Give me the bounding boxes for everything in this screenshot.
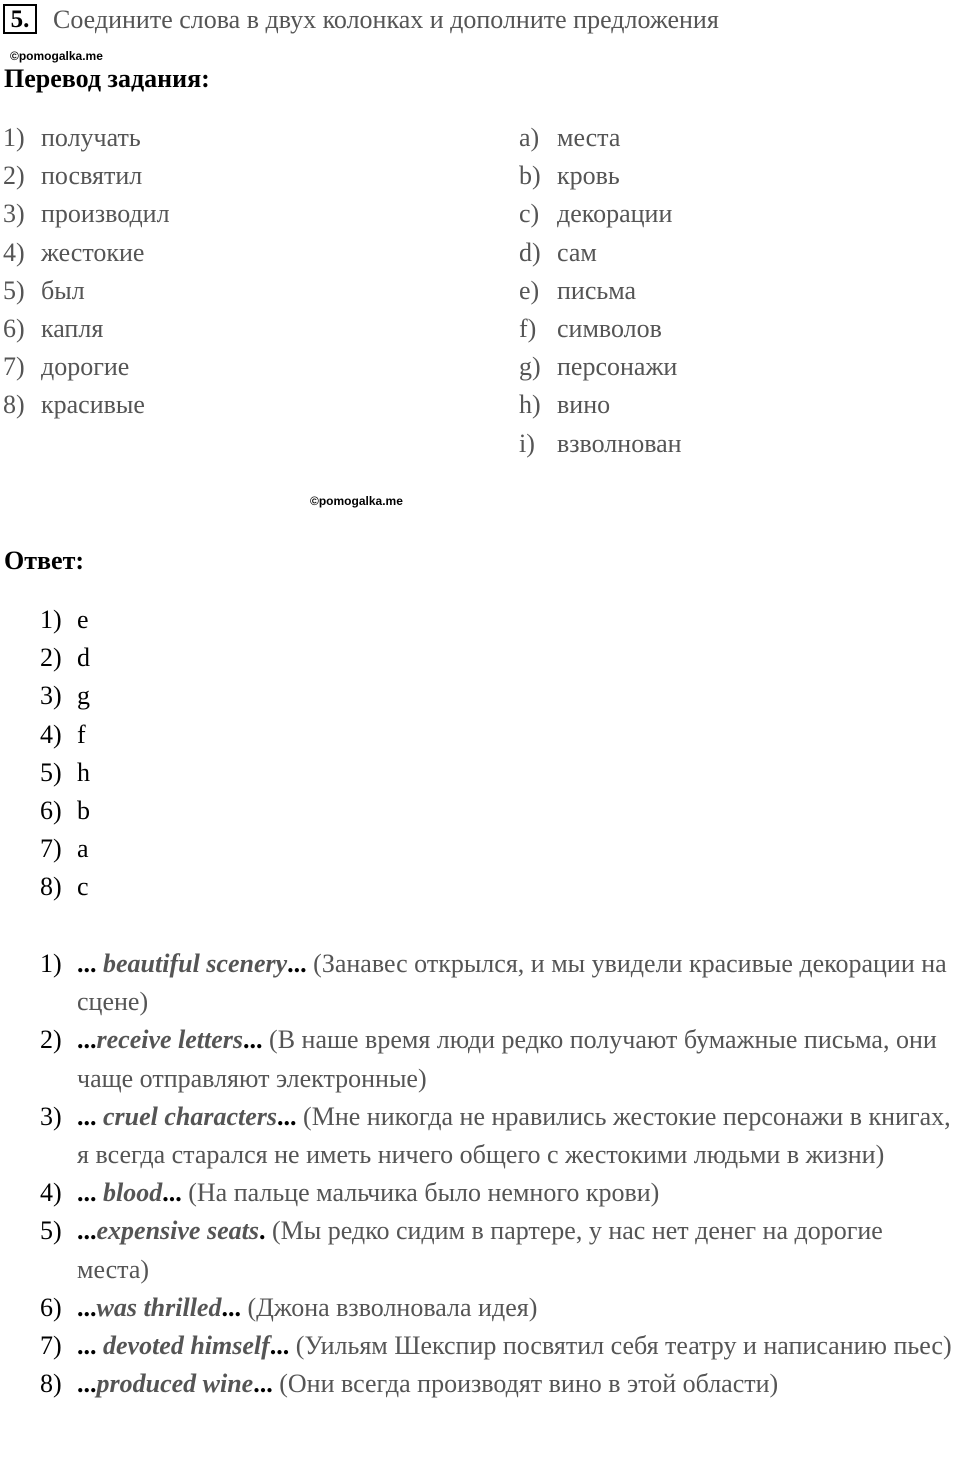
right-item-key: g) bbox=[519, 352, 541, 382]
left-item-key: 8) bbox=[3, 390, 25, 420]
left-item-word: был bbox=[41, 275, 85, 305]
left-item-key: 3) bbox=[3, 199, 25, 229]
answer-value: a bbox=[77, 834, 89, 864]
answer-value: d bbox=[77, 643, 90, 673]
sentence-phrase: blood bbox=[103, 1178, 163, 1208]
left-item bbox=[3, 234, 483, 272]
left-item-word: дорогие bbox=[41, 352, 130, 382]
right-item-key: h) bbox=[519, 390, 541, 420]
sentence-phrase: beautiful scenery bbox=[103, 949, 288, 978]
answer-heading: Ответ: bbox=[4, 546, 85, 575]
answer-value: h bbox=[77, 757, 90, 787]
right-item bbox=[519, 425, 949, 463]
right-item-word: письма bbox=[557, 275, 637, 305]
answer-key: 4) bbox=[40, 719, 62, 749]
right-item-key: e) bbox=[519, 275, 540, 305]
right-item-key: a) bbox=[519, 123, 540, 152]
sentence-item bbox=[40, 1327, 960, 1365]
right-item bbox=[519, 272, 949, 310]
ellipsis-after: ... bbox=[287, 949, 307, 978]
right-item-word: декорации bbox=[557, 199, 673, 229]
right-item-key: c) bbox=[519, 199, 540, 229]
sentence-translation: (Они всегда производят вино в этой области) bbox=[272, 1369, 779, 1399]
right-item-key: d) bbox=[519, 237, 541, 267]
answer-value: c bbox=[77, 872, 89, 902]
right-item-word: сам bbox=[557, 237, 597, 267]
sentence-key: 7) bbox=[40, 1331, 62, 1361]
answer-item bbox=[40, 792, 90, 830]
sentence-translation: (Занавес открылся, и мы увидели красивые декорации на сцене) bbox=[77, 949, 947, 1017]
sentence-translation: (Уильям Шекспир посвятил себя театру и написанию пьес) bbox=[289, 1331, 952, 1361]
right-item-key: i) bbox=[519, 428, 535, 458]
left-item-word: посвятил bbox=[41, 161, 143, 191]
answer-key: 2) bbox=[40, 643, 62, 673]
left-item-key: 2) bbox=[3, 161, 25, 191]
right-item-word: кровь bbox=[557, 161, 620, 191]
sentence-phrase: expensive seats bbox=[96, 1216, 259, 1246]
ellipsis-after: . bbox=[258, 1216, 266, 1246]
left-item bbox=[3, 195, 483, 233]
answer-key: 3) bbox=[40, 681, 62, 711]
sentence-translation: (На пальце мальчика было немного крови) bbox=[181, 1178, 660, 1208]
task-number-box: 5. bbox=[3, 4, 37, 34]
answer-key: 8) bbox=[40, 872, 62, 902]
sentence-key: 1) bbox=[40, 949, 62, 978]
sentence-translation: (Мне никогда не нравились жестокие персонажи в книгах, я всегда старался не иметь ничего общего с жестокими людьми в жизни) bbox=[77, 1101, 951, 1170]
sentence-translation: (Мы редко сидим в партере, у нас нет денег на дорогие места) bbox=[77, 1216, 883, 1284]
right-item bbox=[519, 386, 949, 424]
sentence-key: 3) bbox=[40, 1101, 62, 1131]
answer-item bbox=[40, 677, 90, 715]
answer-key: 5) bbox=[40, 757, 62, 787]
answer-item bbox=[40, 830, 90, 868]
ellipsis-before: ... bbox=[77, 1216, 97, 1246]
task-instruction: Соедините слова в двух колонках и дополните предложения bbox=[53, 5, 719, 34]
left-item-word: капля bbox=[41, 313, 104, 343]
right-item bbox=[519, 234, 949, 272]
sentence-item bbox=[40, 1174, 960, 1212]
answer-value: f bbox=[77, 719, 86, 749]
sentence-key: 4) bbox=[40, 1178, 62, 1208]
left-item bbox=[3, 272, 483, 310]
task-header bbox=[3, 2, 943, 36]
left-item-key: 7) bbox=[3, 352, 25, 382]
left-item-key: 1) bbox=[3, 123, 25, 152]
left-item-word: красивые bbox=[41, 390, 145, 420]
ellipsis-before: ... bbox=[77, 949, 103, 978]
left-item bbox=[3, 119, 483, 157]
right-item bbox=[519, 157, 949, 195]
left-word-column bbox=[3, 119, 483, 425]
left-item-key: 4) bbox=[3, 237, 25, 267]
sentence-phrase: was thrilled bbox=[96, 1292, 222, 1322]
left-item-word: получать bbox=[41, 123, 141, 152]
left-item bbox=[3, 310, 483, 348]
right-item-word: персонажи bbox=[557, 352, 678, 382]
answer-key: 1) bbox=[40, 605, 62, 634]
sentence-phrase: devoted himself bbox=[103, 1331, 270, 1361]
sentence-phrase: receive letters bbox=[96, 1025, 244, 1055]
sentence-phrase: produced wine bbox=[96, 1369, 254, 1399]
ellipsis-before: ... bbox=[77, 1369, 97, 1399]
left-item bbox=[3, 386, 483, 424]
answer-key: 7) bbox=[40, 834, 62, 864]
right-item-word: взволнован bbox=[557, 428, 682, 458]
left-item-word: производил bbox=[41, 199, 170, 229]
answer-value: e bbox=[77, 605, 89, 634]
sentence-item bbox=[40, 1365, 960, 1403]
ellipsis-after: ... bbox=[277, 1101, 297, 1131]
sentence-key: 2) bbox=[40, 1025, 62, 1055]
sentence-translation: (В наше время люди редко получают бумажные письма, они чаще отправляют электронные) bbox=[77, 1025, 937, 1093]
watermark-top: ©pomogalka.me bbox=[10, 49, 103, 63]
ellipsis-after: ... bbox=[221, 1292, 241, 1322]
left-item bbox=[3, 157, 483, 195]
sentence-item bbox=[40, 1212, 960, 1288]
right-item-word: символов bbox=[557, 313, 662, 343]
sentence-list bbox=[40, 945, 960, 1403]
right-item-word: вино bbox=[557, 390, 611, 420]
sentence-key: 8) bbox=[40, 1369, 62, 1399]
left-item-key: 6) bbox=[3, 313, 25, 343]
right-item bbox=[519, 195, 949, 233]
right-item-key: b) bbox=[519, 161, 541, 191]
sentence-phrase: cruel characters bbox=[103, 1101, 278, 1131]
left-item-word: жестокие bbox=[41, 237, 145, 267]
right-item-key: f) bbox=[519, 313, 537, 343]
right-item bbox=[519, 348, 949, 386]
ellipsis-before: ... bbox=[77, 1292, 97, 1322]
answer-key: 6) bbox=[40, 795, 62, 825]
answer-item bbox=[40, 601, 90, 639]
answer-value: g bbox=[77, 681, 90, 711]
left-item-key: 5) bbox=[3, 275, 25, 305]
ellipsis-after: ... bbox=[162, 1178, 182, 1208]
ellipsis-after: ... bbox=[269, 1331, 290, 1361]
sentence-item bbox=[40, 945, 960, 1021]
ellipsis-after: ... bbox=[253, 1369, 273, 1399]
answer-list bbox=[40, 601, 90, 907]
sentence-item bbox=[40, 1098, 960, 1174]
answer-item bbox=[40, 754, 90, 792]
sentence-translation: (Джона взволновала идея) bbox=[240, 1292, 538, 1322]
sentence-key: 6) bbox=[40, 1292, 62, 1322]
answer-item bbox=[40, 639, 90, 677]
answer-item bbox=[40, 868, 90, 906]
ellipsis-before: ... bbox=[77, 1178, 103, 1208]
sentence-item bbox=[40, 1289, 960, 1327]
right-word-column bbox=[519, 119, 949, 463]
ellipsis-after: ... bbox=[243, 1025, 263, 1055]
right-item bbox=[519, 310, 949, 348]
ellipsis-before: ... bbox=[77, 1025, 97, 1055]
right-item-word: места bbox=[557, 123, 621, 152]
answer-value: b bbox=[77, 795, 90, 825]
ellipsis-before: ... bbox=[77, 1101, 103, 1131]
answer-item bbox=[40, 716, 90, 754]
watermark-middle: ©pomogalka.me bbox=[310, 494, 403, 508]
sentence-item bbox=[40, 1021, 960, 1097]
sentence-key: 5) bbox=[40, 1216, 62, 1246]
translation-heading: Перевод задания: bbox=[4, 64, 210, 93]
right-item bbox=[519, 119, 949, 157]
left-item bbox=[3, 348, 483, 386]
ellipsis-before: ... bbox=[77, 1331, 103, 1361]
